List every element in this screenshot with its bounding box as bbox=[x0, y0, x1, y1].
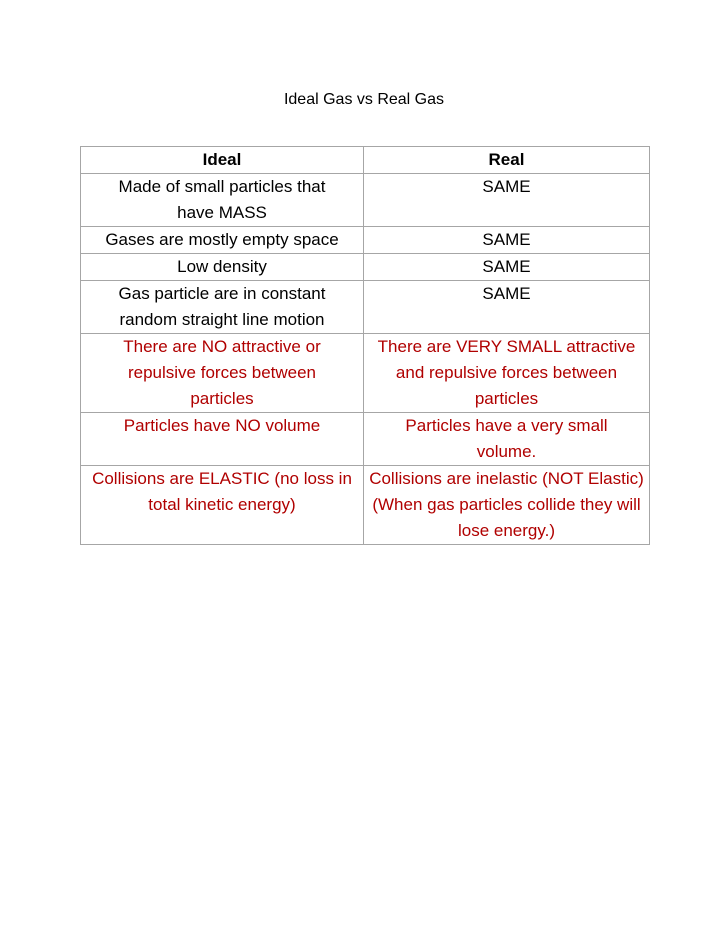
ideal-cell: Low density bbox=[81, 254, 364, 281]
real-cell: SAME bbox=[364, 281, 650, 334]
ideal-cell: Gases are mostly empty space bbox=[81, 227, 364, 254]
real-cell: SAME bbox=[364, 254, 650, 281]
table-header-row bbox=[81, 147, 650, 174]
ideal-cell: Collisions are ELASTIC (no loss in total kinetic energy) bbox=[81, 466, 364, 545]
header-real: Real bbox=[364, 147, 650, 174]
real-cell: SAME bbox=[364, 174, 650, 227]
ideal-cell: There are NO attractive or repulsive forces between particles bbox=[81, 334, 364, 413]
table-row bbox=[81, 413, 650, 466]
real-cell: Collisions are inelastic (NOT Elastic) (When gas particles collide they will lose energy.) bbox=[364, 466, 650, 545]
table-row bbox=[81, 281, 650, 334]
document-title: Ideal Gas vs Real Gas bbox=[283, 91, 445, 108]
real-cell: There are VERY SMALL attractive and repulsive forces between particles bbox=[364, 334, 650, 413]
table-row bbox=[81, 227, 650, 254]
real-cell: SAME bbox=[364, 227, 650, 254]
table-row bbox=[81, 174, 650, 227]
ideal-cell: Gas particle are in constant random straight line motion bbox=[81, 281, 364, 334]
comparison-table bbox=[80, 146, 650, 545]
ideal-cell: Particles have NO volume bbox=[81, 413, 364, 466]
ideal-cell: Made of small particles that have MASS bbox=[81, 174, 364, 227]
table-row bbox=[81, 334, 650, 413]
header-ideal: Ideal bbox=[81, 147, 364, 174]
table-row bbox=[81, 254, 650, 281]
table-row bbox=[81, 466, 650, 545]
real-cell: Particles have a very small volume. bbox=[364, 413, 650, 466]
